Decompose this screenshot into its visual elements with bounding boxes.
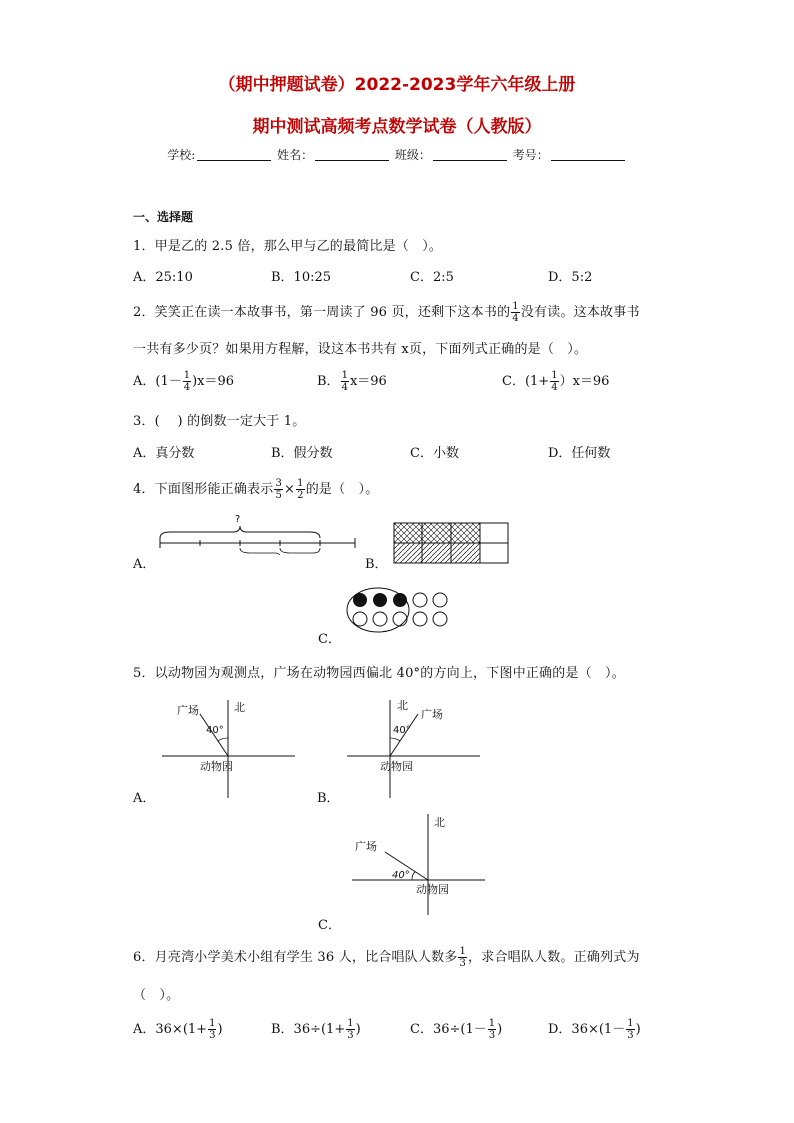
- svg-text:动物园: 动物园: [416, 883, 449, 896]
- svg-text:40°: 40°: [206, 725, 224, 736]
- q5-figure-a: [160, 698, 300, 800]
- q2-option-b[interactable]: B． $\frac{1}{4}$ x＝96: [317, 370, 387, 393]
- q4-question-mark: ?: [235, 514, 241, 525]
- q5-figure-c: [350, 812, 490, 917]
- q4-option-c-label[interactable]: C．: [318, 632, 341, 647]
- exam-no-blank[interactable]: [551, 148, 625, 161]
- q5-option-b-label[interactable]: B．: [317, 791, 340, 806]
- q2-option-c[interactable]: C．(1+ $\frac{1}{4}$ ）x＝96: [502, 370, 610, 393]
- svg-text:北: 北: [434, 816, 445, 829]
- q4-figure-b: [392, 521, 510, 565]
- q2-text-b: 没有读。这本故事书: [520, 305, 640, 320]
- question-6: 6．月亮湾小学美术小组有学生 36 人，比合唱队人数多 $\frac{1}{3}$ ，求合唱队人数。正确列式为: [133, 946, 640, 969]
- student-info-row: [0, 146, 794, 163]
- svg-text:北: 北: [234, 701, 245, 714]
- q5-figure-b: [345, 698, 485, 800]
- q1-option-b[interactable]: B．10:25: [271, 270, 332, 285]
- q2-option-a[interactable]: A．(1－ $\frac{1}{4}$ )x＝96: [133, 370, 235, 393]
- question-3: 3．( ) 的倒数一定大于 1。: [133, 414, 306, 429]
- q5-option-c-label[interactable]: C．: [318, 918, 341, 933]
- svg-text:40°: 40°: [392, 870, 410, 881]
- question-6-line-2: （ ）。: [133, 988, 180, 1003]
- q6-option-c[interactable]: C．36÷(1－ $\frac{1}{3}$ ): [410, 1018, 503, 1041]
- svg-text:动物园: 动物园: [200, 760, 233, 773]
- q2-fraction: $\frac{1}{4}$: [512, 301, 519, 324]
- question-4: 4．下面图形能正确表示 $\frac{3}{5}$ × $\frac{1}{2}$ 的是（ ）。: [133, 478, 379, 501]
- q3-option-c[interactable]: C．小数: [410, 446, 459, 461]
- question-5: 5．以动物园为观测点，广场在动物园西偏北 40°的方向上，下图中正确的是（ ）。: [133, 666, 625, 681]
- q4-option-a-label[interactable]: A．: [133, 557, 156, 572]
- name-label: 姓名：: [277, 148, 314, 162]
- title-line-1: （期中押题试卷）2022-2023学年六年级上册: [218, 75, 576, 95]
- q5-option-a-label[interactable]: A．: [133, 791, 156, 806]
- q3-option-d[interactable]: D．任何数: [548, 446, 611, 461]
- class-blank[interactable]: [433, 148, 507, 161]
- q1-option-c[interactable]: C．2:5: [410, 270, 454, 285]
- school-blank[interactable]: [197, 148, 271, 161]
- name-blank[interactable]: [315, 148, 389, 161]
- q4-figure-a: [155, 510, 360, 555]
- svg-text:广场: 广场: [355, 840, 377, 853]
- q3-option-b[interactable]: B．假分数: [271, 446, 333, 461]
- question-2: [133, 301, 640, 324]
- question-1: 1．甲是乙的 2.5 倍，那么甲与乙的最简比是（ ）。: [133, 239, 443, 254]
- svg-text:广场: 广场: [421, 708, 443, 721]
- exam-no-label: 考号：: [512, 148, 549, 162]
- q4-figure-c: [345, 585, 455, 635]
- class-label: 班级：: [394, 148, 431, 162]
- svg-text:广场: 广场: [177, 704, 199, 717]
- svg-text:北: 北: [397, 699, 408, 712]
- q6-option-b[interactable]: B．36÷(1+ $\frac{1}{3}$ ): [271, 1018, 361, 1041]
- section-heading: 一、选择题: [133, 210, 194, 224]
- q4-option-b-label[interactable]: B．: [365, 557, 388, 572]
- q6-option-a[interactable]: A．36×(1+ $\frac{1}{3}$ ): [133, 1018, 223, 1041]
- q6-option-d[interactable]: D．36×(1－ $\frac{1}{3}$ ): [548, 1018, 641, 1041]
- title-line-2: 期中测试高频考点数学试卷（人教版）: [252, 117, 542, 137]
- svg-text:动物园: 动物园: [380, 760, 413, 773]
- question-2-line-2: 一共有多少页？如果用方程解，设这本书共有 x页，下面列式正确的是（ ）。: [133, 342, 588, 357]
- q2-text-a: 2．笑笑正在读一本故事书，第一周读了 96 页，还剩下这本书的: [133, 305, 511, 320]
- q1-option-d[interactable]: D．5:2: [548, 270, 593, 285]
- q3-option-a[interactable]: A．真分数: [133, 446, 195, 461]
- svg-text:40°: 40°: [393, 725, 411, 736]
- school-label: 学校:: [167, 148, 196, 162]
- q1-option-a[interactable]: A．25:10: [133, 270, 193, 285]
